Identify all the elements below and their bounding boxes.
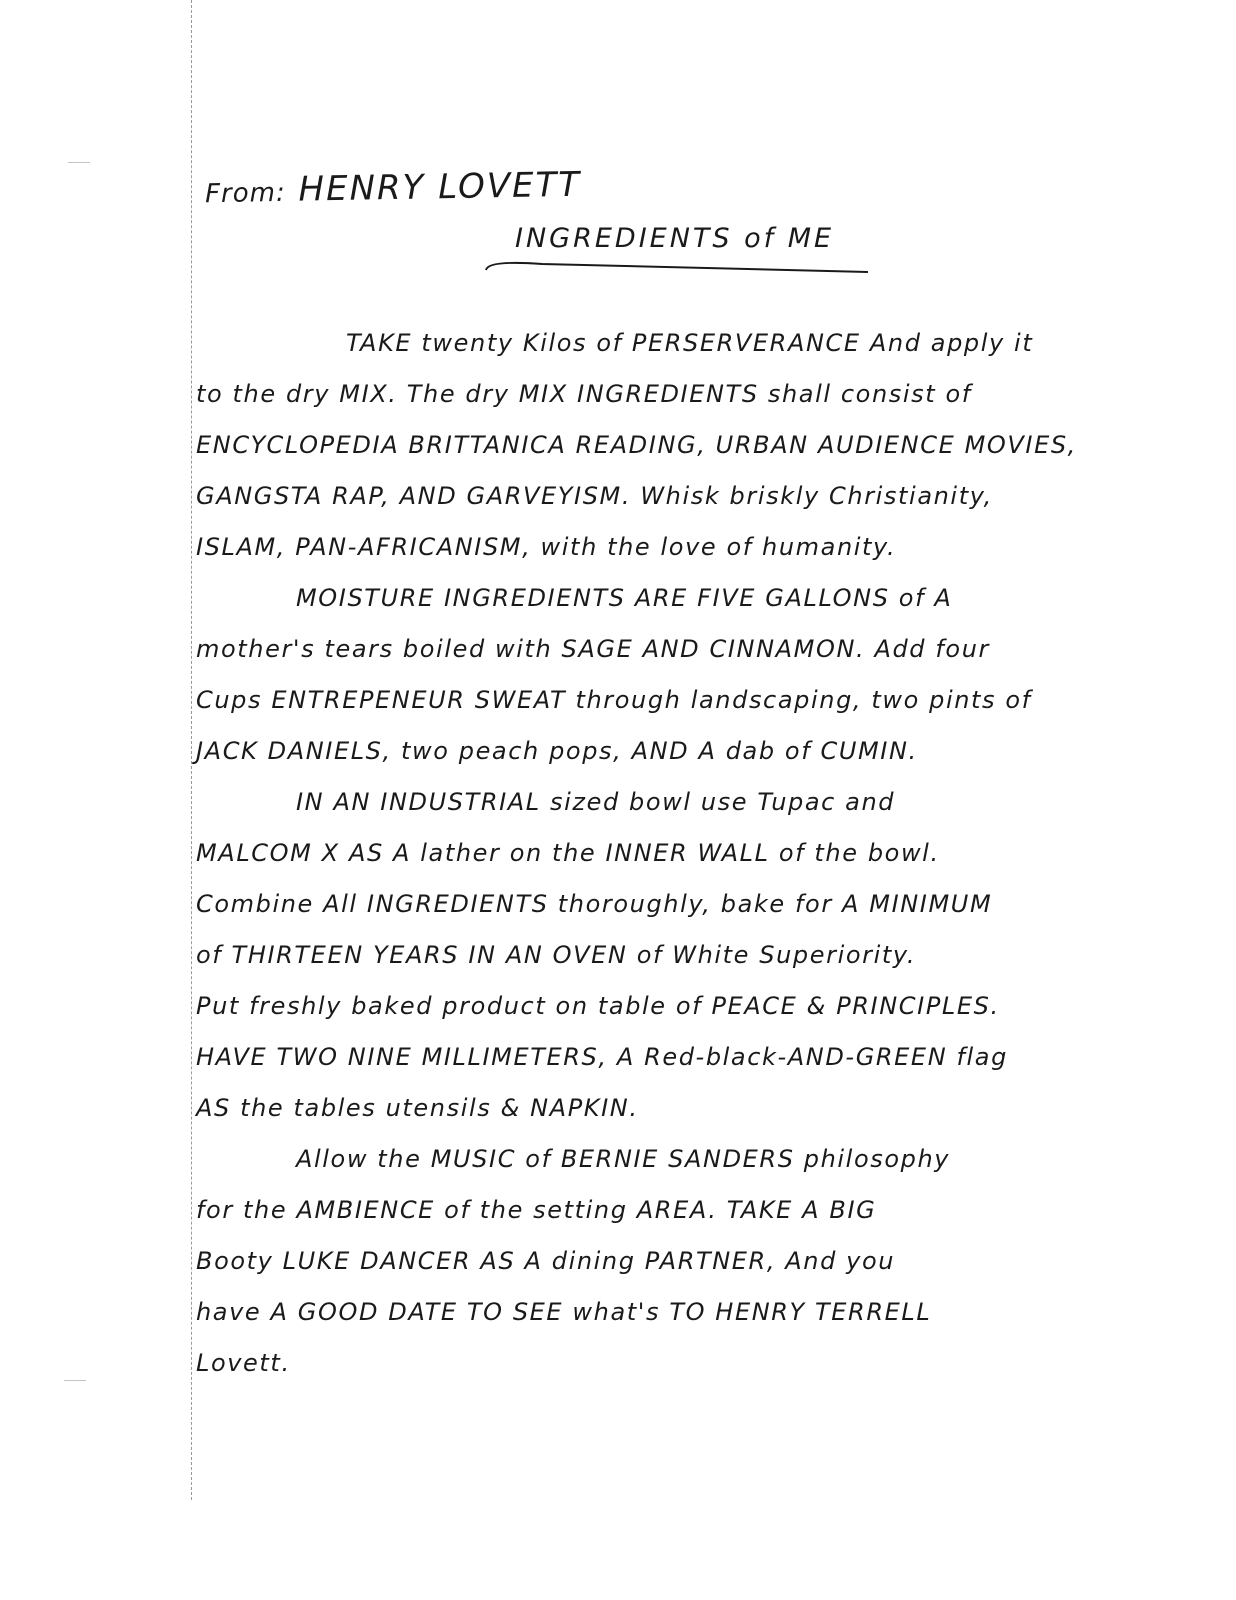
body-line: mother's tears boiled with SAGE AND CINNAMON. Add four xyxy=(196,635,990,663)
from-label: From: xyxy=(204,177,286,210)
body-line: Put freshly baked product on table of PEACE & PRINCIPLES. xyxy=(196,992,1000,1020)
body-line: ISLAM, PAN-AFRICANISM, with the love of humanity. xyxy=(196,533,897,561)
scan-mark-top xyxy=(68,162,90,163)
margin-line xyxy=(191,0,192,1500)
body-line: of THIRTEEN YEARS IN AN OVEN of White Superiority. xyxy=(196,941,917,969)
body-line: MALCOM X AS A lather on the INNER WALL of the bowl. xyxy=(196,839,940,867)
body-line: JACK DANIELS, two peach pops, AND A dab of CUMIN. xyxy=(196,737,918,765)
body-line: GANGSTA RAP, AND GARVEYISM. Whisk briskly Christianity, xyxy=(196,482,993,510)
scan-mark-bottom xyxy=(64,1380,86,1381)
body-line: Lovett. xyxy=(196,1349,291,1377)
body-line: TAKE twenty Kilos of PERSERVERANCE And apply it xyxy=(346,329,1034,357)
letter-body xyxy=(196,318,1077,1389)
body-line: to the dry MIX. The dry MIX INGREDIENTS shall consist of xyxy=(196,380,972,408)
body-line: HAVE TWO NINE MILLIMETERS, A Red-black-AND-GREEN flag xyxy=(196,1043,1008,1071)
body-line: have A GOOD DATE TO SEE what's TO HENRY TERRELL xyxy=(196,1298,932,1326)
body-line: Booty LUKE DANCER AS A dining PARTNER, And you xyxy=(196,1247,896,1275)
body-line: AS the tables utensils & NAPKIN. xyxy=(196,1094,639,1122)
body-line: IN AN INDUSTRIAL sized bowl use Tupac and xyxy=(296,788,896,816)
body-line: MOISTURE INGREDIENTS ARE FIVE GALLONS of A xyxy=(296,584,953,612)
body-line: ENCYCLOPEDIA BRITTANICA READING, URBAN AUDIENCE MOVIES, xyxy=(196,431,1077,459)
body-line: Allow the MUSIC of BERNIE SANDERS philosophy xyxy=(296,1145,951,1173)
letter-title: INGREDIENTS of ME xyxy=(515,223,835,254)
title-underline xyxy=(482,258,872,278)
body-line: Combine All INGREDIENTS thoroughly, bake for A MINIMUM xyxy=(196,890,993,918)
body-line: for the AMBIENCE of the setting AREA. TAKE A BIG xyxy=(196,1196,877,1224)
from-line xyxy=(205,165,582,212)
from-name: HENRY LOVETT xyxy=(298,164,582,210)
body-line: Cups ENTREPENEUR SWEAT through landscaping, two pints of xyxy=(196,686,1032,714)
